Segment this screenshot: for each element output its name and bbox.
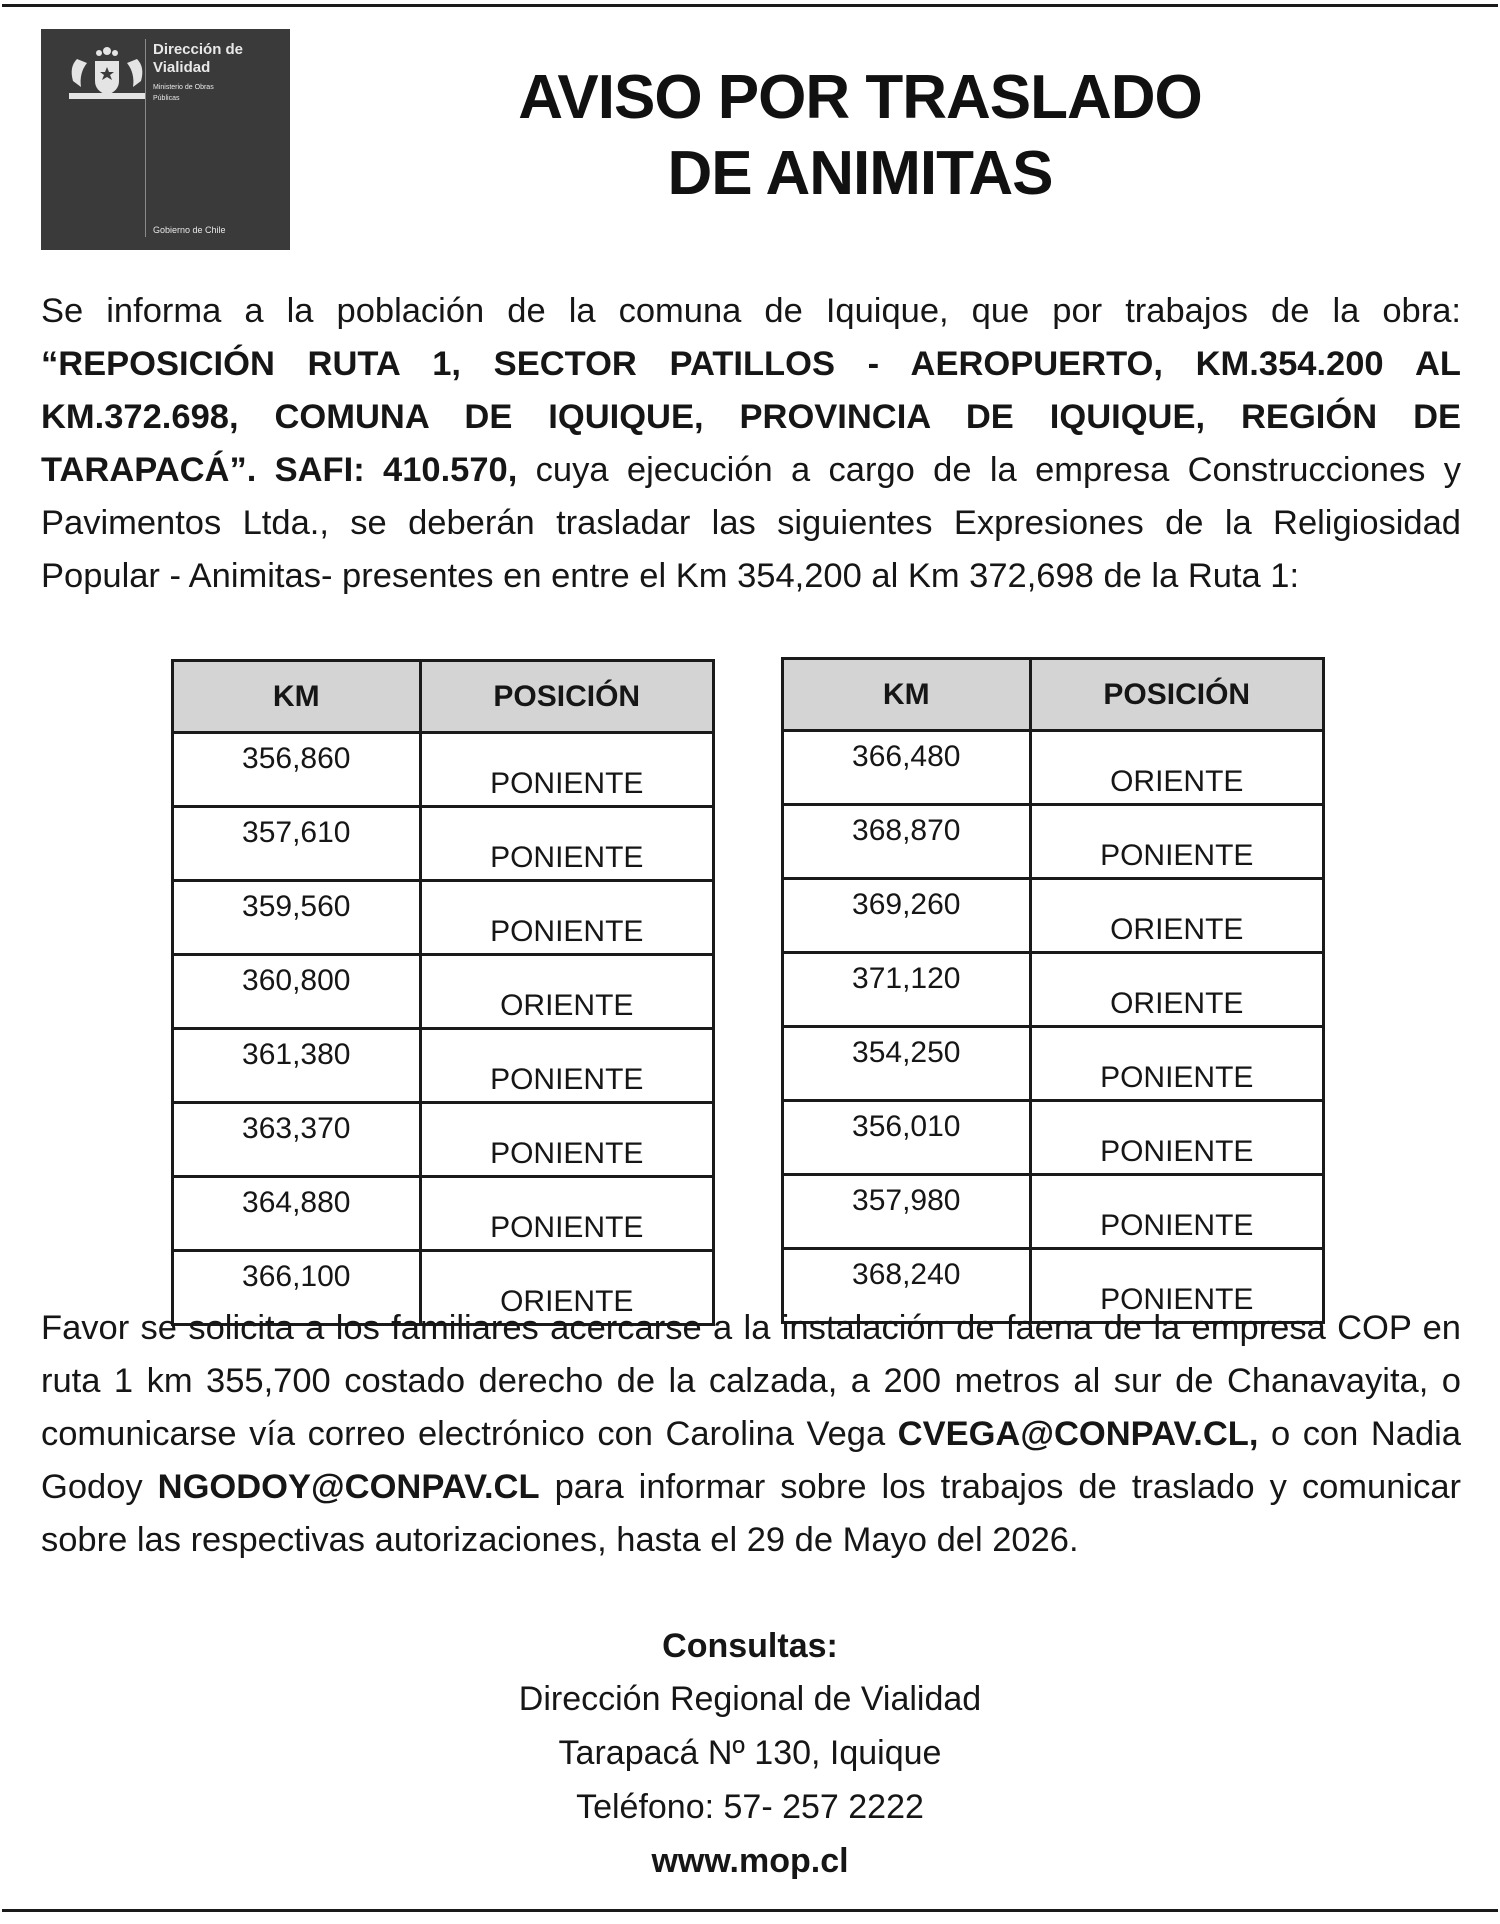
position-cell: ORIENTE <box>1030 731 1324 805</box>
table-row <box>783 805 1324 879</box>
request-text-2: o con Nadia Godoy <box>41 1415 1461 1506</box>
km-column-header: KM <box>173 661 421 733</box>
animitas-table-left <box>171 659 715 1326</box>
request-text-3: para informar sobre los trabajos de traslado y comunicar sobre las respectivas autorizaciones, hasta el 29 de Mayo del 2026. <box>41 1468 1461 1559</box>
table-row <box>173 1177 714 1251</box>
km-cell: 359,560 <box>173 881 421 955</box>
intro-paragraph <box>41 285 1461 603</box>
contact-address: Tarapacá Nº 130, Iquique <box>558 1734 942 1772</box>
contact-block <box>400 1620 1100 1888</box>
km-cell: 366,480 <box>783 731 1031 805</box>
table-row <box>783 1101 1324 1175</box>
km-cell: 363,370 <box>173 1103 421 1177</box>
contact-office: Dirección Regional de Vialidad <box>518 1680 982 1718</box>
position-cell: PONIENTE <box>420 1103 714 1177</box>
intro-text-1: Se informa a la población de la comuna de Iquique, que por trabajos de la obra: <box>41 292 1461 330</box>
km-cell: 371,120 <box>783 953 1031 1027</box>
logo-line-2: Vialidad <box>153 59 211 76</box>
logo-divider <box>145 39 146 237</box>
km-column-header: KM <box>783 659 1031 731</box>
position-cell: ORIENTE <box>420 955 714 1029</box>
logo-ministry-line-1: Ministerio de Obras <box>153 84 214 91</box>
intro-text-2: cuya ejecución a cargo de la empresa Construcciones y Pavimentos Ltda., se deberán trasladar las siguientes Expresiones de la Religiosidad Popular - Animitas- presentes en entre el Km 354,200 al Km 372,698 de la Ruta 1: <box>41 451 1461 595</box>
km-cell: 357,980 <box>783 1175 1031 1249</box>
km-cell: 361,380 <box>173 1029 421 1103</box>
position-cell: PONIENTE <box>420 733 714 807</box>
position-cell: PONIENTE <box>420 1029 714 1103</box>
km-cell: 357,610 <box>173 807 421 881</box>
website-link[interactable]: www.mop.cl <box>651 1842 849 1880</box>
title-line-1: AVISO POR TRASLADO <box>518 63 1202 132</box>
position-cell: PONIENTE <box>420 1177 714 1251</box>
vialidad-logo <box>41 29 290 250</box>
request-paragraph <box>41 1302 1461 1567</box>
position-column-header: POSICIÓN <box>1030 659 1324 731</box>
table-row <box>173 881 714 955</box>
logo-line-1: Dirección de <box>153 41 244 58</box>
table-header-row <box>783 659 1324 731</box>
table-row <box>783 953 1324 1027</box>
animitas-table-right <box>781 657 1325 1324</box>
position-column-header: POSICIÓN <box>420 661 714 733</box>
km-cell: 356,860 <box>173 733 421 807</box>
position-cell: ORIENTE <box>1030 953 1324 1027</box>
email-ngodoy-link[interactable]: NGODOY@CONPAV.CL <box>157 1468 540 1506</box>
km-cell: 364,880 <box>173 1177 421 1251</box>
title-line-2: DE ANIMITAS <box>667 139 1053 208</box>
notice-title <box>430 60 1290 212</box>
position-cell: PONIENTE <box>1030 1175 1324 1249</box>
project-name: “REPOSICIÓN RUTA 1, SECTOR PATILLOS - AEROPUERTO, KM.354.200 AL KM.372.698, COMUNA DE IQUIQUE, PROVINCIA DE IQUIQUE, REGIÓN DE TARAPACÁ”. SAFI: 410.570, <box>41 345 1461 489</box>
logo-footer: Gobierno de Chile <box>153 225 226 235</box>
table-row <box>173 733 714 807</box>
position-cell: PONIENTE <box>1030 1027 1324 1101</box>
table-header-row <box>173 661 714 733</box>
table-row <box>783 1175 1324 1249</box>
position-cell: PONIENTE <box>1030 1101 1324 1175</box>
table-row <box>173 955 714 1029</box>
table-row <box>173 807 714 881</box>
contact-heading: Consultas: <box>662 1627 838 1665</box>
coat-of-arms-icon <box>55 41 159 107</box>
km-cell: 369,260 <box>783 879 1031 953</box>
table-row <box>783 731 1324 805</box>
position-cell: PONIENTE <box>1030 805 1324 879</box>
km-cell: 366,100 <box>173 1251 421 1325</box>
position-cell: PONIENTE <box>420 881 714 955</box>
km-cell: 354,250 <box>783 1027 1031 1101</box>
km-cell: 368,870 <box>783 805 1031 879</box>
km-cell: 368,240 <box>783 1249 1031 1323</box>
contact-phone: Teléfono: 57- 257 2222 <box>576 1788 924 1826</box>
table-row <box>173 1029 714 1103</box>
table-row <box>173 1103 714 1177</box>
table-row <box>783 879 1324 953</box>
km-cell: 356,010 <box>783 1101 1031 1175</box>
position-cell: PONIENTE <box>1030 1249 1324 1323</box>
position-cell: ORIENTE <box>420 1251 714 1325</box>
position-cell: PONIENTE <box>420 807 714 881</box>
table-row <box>783 1027 1324 1101</box>
email-cvega-link[interactable]: CVEGA@CONPAV.CL, <box>897 1415 1259 1453</box>
request-text-1: Favor se solicita a los familiares acercarse a la instalación de faena de la empresa COP en ruta 1 km 355,700 costado derecho de la calzada, a 200 metros al sur de Chanavayita, o comunicarse vía correo electrónico con Carolina Vega <box>41 1309 1461 1453</box>
km-cell: 360,800 <box>173 955 421 1029</box>
position-cell: ORIENTE <box>1030 879 1324 953</box>
logo-ministry-line-2: Públicas <box>153 95 180 102</box>
